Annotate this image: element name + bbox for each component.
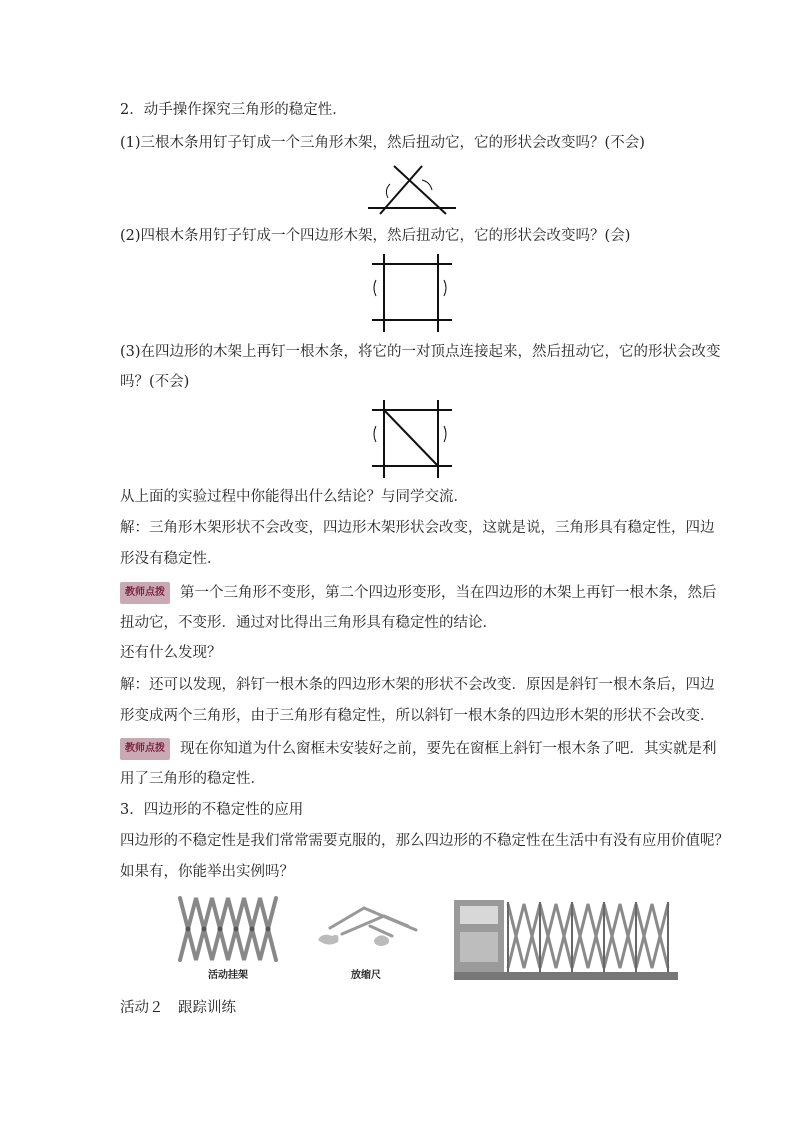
question-1: (1)三根木条用钉子钉成一个三角形木架，然后扭动它，它的形状会改变吗？(不会) — [120, 135, 645, 151]
question-2: (2)四根木条用钉子钉成一个四边形木架，然后扭动它，它的形状会改变吗？(会) — [120, 228, 631, 244]
answer-1-line1: 解：三角形木架形状不会改变，四边形木架形状会改变，这就是说，三角形具有稳定性，四边 — [120, 520, 715, 536]
activity-2-heading: 活动２ 跟踪训练 — [120, 1000, 236, 1016]
conclusion-prompt: 从上面的实验过程中你能得出什么结论？与同学交流． — [120, 489, 468, 505]
teacher-tip-badge: 教师点拨 — [120, 738, 170, 760]
section-2-heading: 2．动手操作探究三角形的稳定性． — [120, 102, 347, 118]
expandable-hanger-image — [172, 890, 284, 968]
teacher-note-1-line2: 扭动它，不变形．通过对比得出三角形具有稳定性的结论． — [120, 615, 497, 631]
application-prompt-line1: 四边形的不稳定性是我们常常需要克服的，那么四边形的不稳定性在生活中有没有应用价值呢？ — [120, 833, 729, 849]
pantograph-caption: 放缩尺 — [351, 970, 381, 981]
answer-2-line1: 解：还可以发现，斜钉一根木条的四边形木架的形状不会改变．原因是斜钉一根木条后，四边 — [120, 677, 715, 693]
expandable-gate-image — [454, 892, 678, 984]
answer-2-line2: 形变成两个三角形，由于三角形有稳定性，所以斜钉一根木条的四边形木架的形状不会改变． — [120, 708, 715, 724]
answer-1-line2: 形没有稳定性． — [120, 551, 222, 567]
hanger-caption: 活动挂架 — [208, 970, 248, 981]
triangle-frame-figure — [360, 162, 460, 218]
section-3-heading: 3．四边形的不稳定性的应用 — [120, 802, 304, 818]
teacher-note-2-line1: 教师点拨 现在你知道为什么窗框未安装好之前，要先在窗框上斜钉一根木条了吧．其实就是利 — [120, 738, 717, 760]
teacher-note-2-line2: 用了三角形的稳定性． — [120, 771, 265, 787]
teacher-tip-badge: 教师点拨 — [120, 582, 170, 604]
teacher-note-1-line1: 教师点拨 第一个三角形不变形，第二个四边形变形，当在四边形的木架上再钉一根木条，然后 — [120, 582, 717, 604]
pantograph-image — [312, 898, 432, 958]
question-3-line2: 吗？(不会) — [120, 374, 190, 390]
application-prompt-line2: 如果有，你能举出实例吗？ — [120, 864, 294, 880]
quadrilateral-frame-figure — [360, 252, 460, 334]
further-question: 还有什么发现？ — [120, 645, 222, 661]
question-3-line1: (3)在四边形的木架上再钉一根木条，将它的一对顶点连接起来，然后扭动它，它的形状会改变 — [120, 344, 721, 360]
braced-quadrilateral-figure — [360, 398, 460, 480]
